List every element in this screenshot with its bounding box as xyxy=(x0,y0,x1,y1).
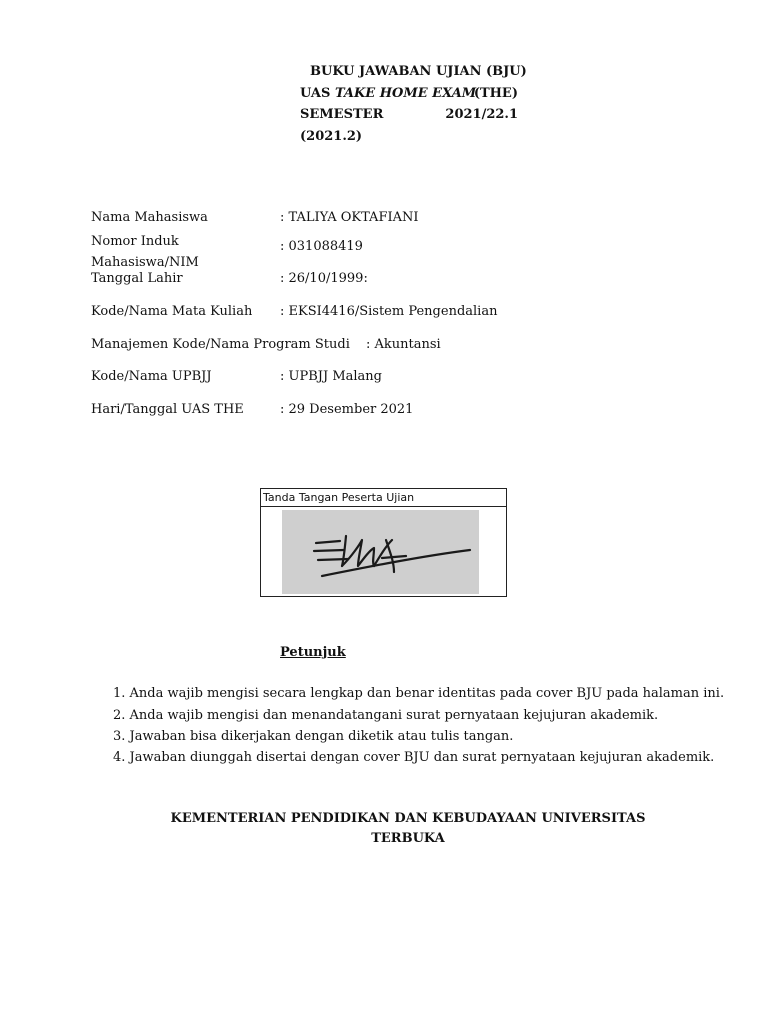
semester-value: 2021/22.1 xyxy=(445,107,518,122)
mata-kuliah-label: Kode/Nama Mata Kuliah xyxy=(91,304,253,319)
instruction-item-2: 2. Anda wajib mengisi dan menandatangani surat pernyataan kejujuran akademik. xyxy=(113,708,659,723)
semester-code: (2021.2) xyxy=(300,129,363,144)
semester-line xyxy=(300,107,518,122)
hari-tanggal-value: : 29 Desember 2021 xyxy=(280,402,414,417)
instruction-item-1: 1. Anda wajib mengisi secara lengkap dan benar identitas pada cover BJU pada halaman ini. xyxy=(113,686,725,701)
footer-line2: TERBUKA xyxy=(371,831,445,846)
nim-value: : 031088419 xyxy=(280,239,363,254)
upbjj-label: Kode/Nama UPBJJ xyxy=(91,369,212,384)
handwritten-signature xyxy=(282,510,479,594)
doc-title: BUKU JAWABAN UJIAN (BJU) xyxy=(310,64,527,79)
the-label: (THE) xyxy=(473,86,518,101)
ttl-value: : 26/10/1999: xyxy=(280,271,368,286)
instructions-title: Petunjuk xyxy=(280,645,346,660)
signature-box xyxy=(260,488,507,597)
signature-label: Tanda Tangan Peserta Ujian xyxy=(261,489,506,507)
ttl-label: Tanggal Lahir xyxy=(91,271,183,286)
nama-value: : TALIYA OKTAFIANI xyxy=(280,210,419,225)
mata-kuliah-value: : EKSI4416/Sistem Pengendalian xyxy=(280,304,498,319)
instruction-item-3: 3. Jawaban bisa dikerjakan dengan diketik atau tulis tangan. xyxy=(113,729,514,744)
prodi-value: : Akuntansi xyxy=(366,337,441,352)
footer-line1: KEMENTERIAN PENDIDIKAN DAN KEBUDAYAAN UNIVERSITAS xyxy=(170,811,646,826)
signature-image xyxy=(282,510,479,594)
semester-label: SEMESTER xyxy=(300,107,384,122)
instruction-item-4: 4. Jawaban diunggah disertai dengan cover BJU dan surat pernyataan kejujuran akademik. xyxy=(113,750,715,765)
hari-tanggal-label: Hari/Tanggal UAS THE xyxy=(91,402,244,417)
nim-label-line1: Nomor Induk xyxy=(91,234,179,249)
upbjj-value: : UPBJJ Malang xyxy=(280,369,382,384)
nama-label: Nama Mahasiswa xyxy=(91,210,208,225)
prodi-label: Manajemen Kode/Nama Program Studi xyxy=(91,337,350,352)
uas-label: UAS xyxy=(300,86,331,101)
take-home-exam-label: TAKE HOME EXAM xyxy=(334,86,477,101)
doc-subtitle xyxy=(300,86,518,101)
nim-label-line2: Mahasiswa/NIM xyxy=(91,255,199,270)
